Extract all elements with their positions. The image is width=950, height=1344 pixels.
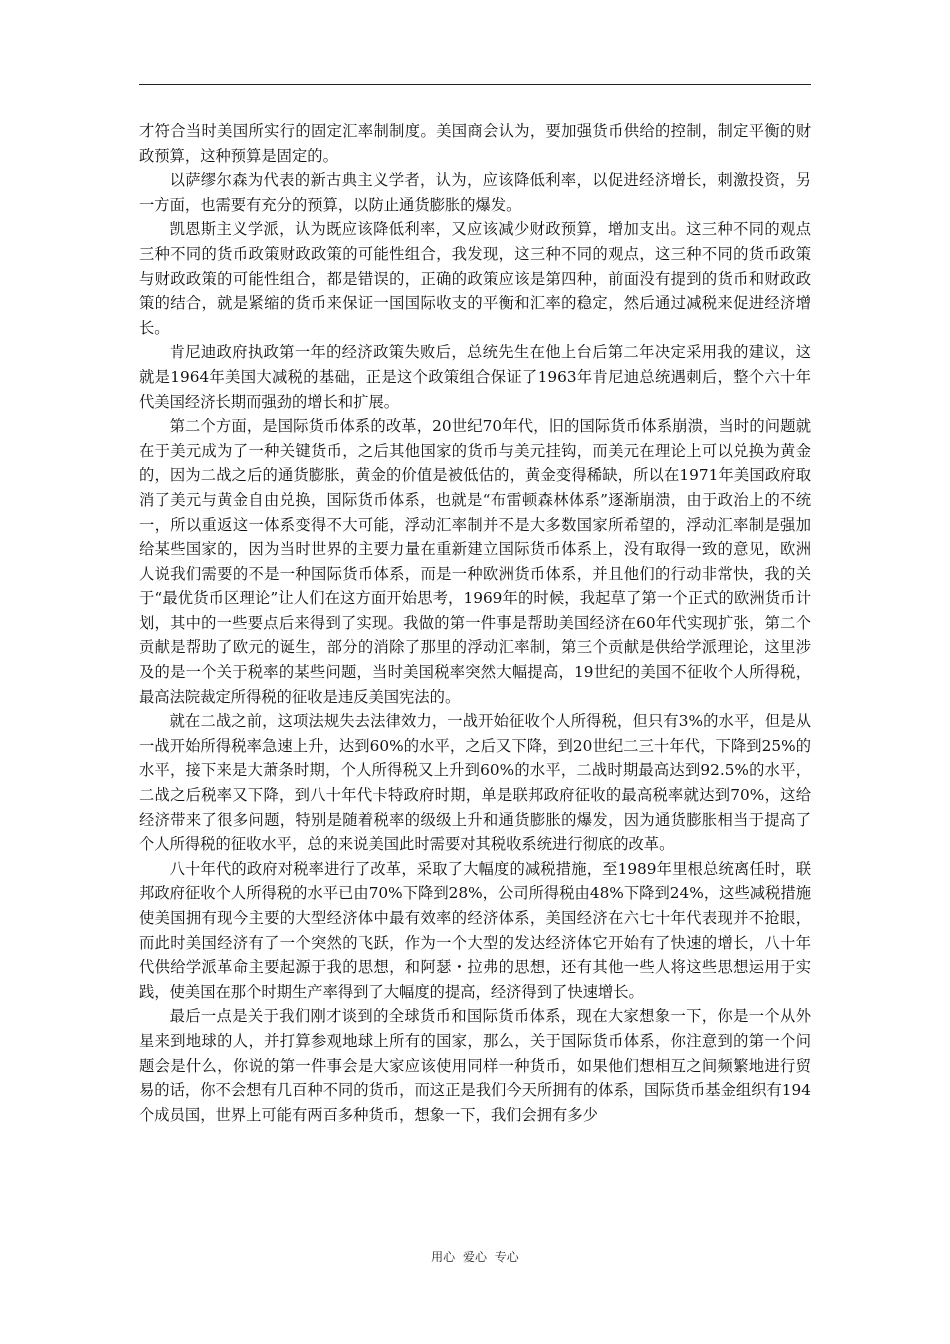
paragraph-5: 第二个方面，是国际货币体系的改革，20世纪70年代，旧的国际货币体系崩溃，当时的问题就在于美元成为了一种关键货币，之后其他国家的货币与美元挂钩，而美元在理论上可以兑换为黄金的，因为二战之后的通货膨胀，黄金的价值是被低估的，黄金变得稀缺，所以在1971年美国政府取消了美元与黄金自由兑换，国际货币体系，也就是“布雷顿森林体系”逐渐崩溃，由于政治上的不统一，所以重返这一体系变得不大可能，浮动汇率制并不是大多数国家所希望的，浮动汇率制是强加给某些国家的，因为当时世界的主要力量在重新建立国际货币体系上，没有取得一致的意见，欧洲人说我们需要的不是一种国际货币体系，而是一种欧洲货币体系，并且他们的行动非常快，我的关于“最优货币区理论”让人们在这方面开始思考，1969年的时候，我起草了第一个正式的欧洲货币计划，其中的一些要点后来得到了实现。我做的第一件事是帮助美国经济在60年代实现扩张，第二个贡献是帮助了欧元的诞生，部分的消除了那里的浮动汇率制，第三个贡献是供给学派理论，这里涉及的是一个关于税率的某些问题，当时美国税率突然大幅提高，19世纪的美国不征收个人所得税，最高法院裁定所得税的征收是违反美国宪法的。 [139,417,811,706]
paragraph-2: 以萨缪尔森为代表的新古典主义学者，认为，应该降低利率，以促进经济增长，刺激投资，另一方面，也需要有充分的预算，以防止通货膨胀的爆发。 [139,171,811,214]
paragraph-1: 才符合当时美国所实行的固定汇率制制度。美国商会认为，要加强货币供给的控制，制定平衡的财政预算，这种预算是固定的。 [139,122,811,165]
paragraph-3: 凯恩斯主义学派，认为既应该降低利率，又应该减少财政预算，增加支出。这三种不同的观点三种不同的货币政策财政政策的可能性组合，我发现，这三种不同的观点，这三种不同的货币政策与财政政策的可能性组合，都是错误的，正确的政策应该是第四种，前面没有提到的货币和财政政策的结合，就是紧缩的货币来保证一国国际收支的平衡和汇率的稳定，然后通过减税来促进经济增长。 [139,220,811,337]
header-rule [139,84,811,85]
paragraph-6: 就在二战之前，这项法规失去法律效力，一战开始征收个人所得税，但只有3%的水平，但是从一战开始所得税率急速上升，达到60%的水平，之后又下降，到20世纪二三十年代，下降到25%的水平，接下来是大萧条时期，个人所得税又上升到60%的水平，二战时期最高达到92.5%的水平，二战之后税率又下降，到八十年代卡特政府时期，单是联邦政府征收的最高税率就达到70%，这给经济带来了很多问题，特别是随着税率的级级上升和通货膨胀的爆发，因为通货膨胀相当于提高了个人所得税的征收水平，总的来说美国此时需要对其税收系统进行彻底的改革。 [139,712,811,854]
paragraph-4: 肯尼迪政府执政第一年的经济政策失败后，总统先生在他上台后第二年决定采用我的建议，这就是1964年美国大减税的基础，正是这个政策组合保证了1963年肯尼迪总统遇刺后，整个六十年代美国经济长期而强劲的增长和扩展。 [139,343,811,411]
paragraph-8: 最后一点是关于我们刚才谈到的全球货币和国际货币体系，现在大家想象一下，你是一个从外星来到地球的人，并打算参观地球上所有的国家，那么，关于国际货币体系，你注意到的第一个问题会是什么，你说的第一件事会是大家应该使用同样一种货币，如果他们想相互之间频繁地进行贸易的话，你不会想有几百种不同的货币，而这正是我们今天所拥有的体系，国际货币基金组织有194个成员国，世界上可能有两百多种货币，想象一下，我们会拥有多少 [139,1007,811,1124]
paragraph-7: 八十年代的政府对税率进行了改革，采取了大幅度的减税措施，至1989年里根总统离任时，联邦政府征收个人所得税的水平已由70%下降到28%，公司所得税由48%下降到24%，这些减税措施使美国拥有现今主要的大型经济体中最有效率的经济体系，美国经济在六七十年代表现并不抢眼，而此时美国经济有了一个突然的飞跃，作为一个大型的发达经济体它开始有了快速的增长，八十年代供给学派革命主要起源于我的思想，和阿瑟・拉弗的思想，还有其他一些人将这些思想运用于实践，使美国在那个时期生产率得到了大幅度的提高，经济得到了快速增长。 [139,859,811,1001]
document-body [139,119,811,1127]
page-footer: 用心 爱心 专心 [431,1250,519,1264]
